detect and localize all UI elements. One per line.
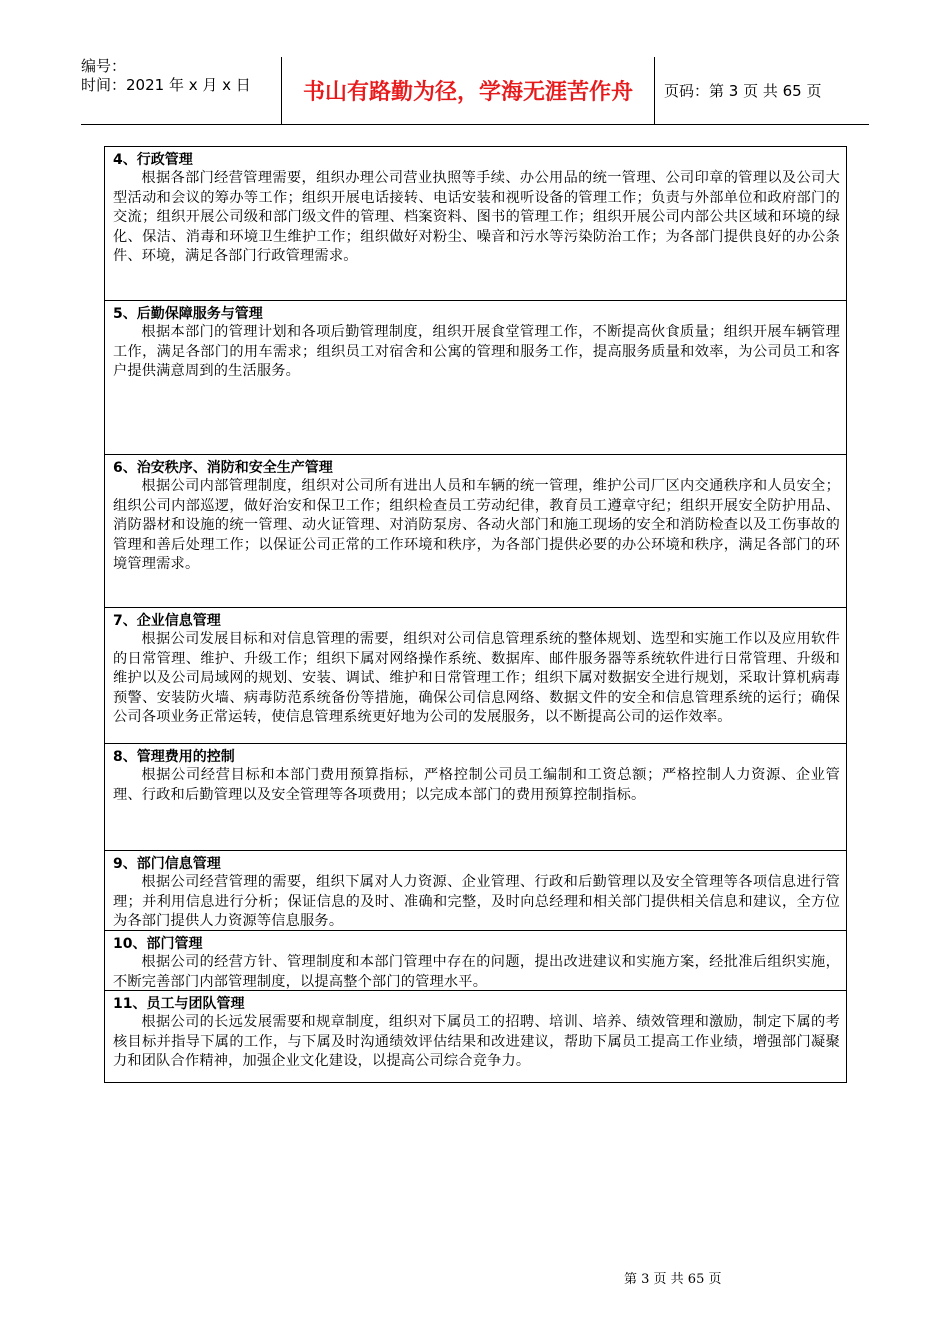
section-cost-control: [105, 744, 846, 851]
section-body: 根据公司的长远发展需要和规章制度，组织对下属员工的招聘、培训、培养、绩效管理和激励，制定下属的考核目标并指导下属的工作，与下属及时沟通绩效评估结果和改进建议，帮助下属员工提高工作业绩，增强部门凝聚力和团队合作精神，加强企业文化建设，以提高公司综合竞争力。: [113, 1014, 840, 1069]
section-department-management: [105, 931, 846, 991]
section-title: 7、企业信息管理: [113, 613, 221, 629]
header-divider: [654, 57, 655, 124]
section-body: 根据公司发展目标和对信息管理的需要，组织对公司信息管理系统的整体规划、选型和实施工作以及应用软件的日常管理、维护、升级工作；组织下属对网络操作系统、数据库、邮件服务器等系统软件进行日常管理、升级和维护以及公司局域网的规划、安装、调试、维护和日常管理工作；组织下属对数据安全进行规划，采取计算机病毒预警、安装防火墙、病毒防范系统备份等措施，确保公司信息网络、数据文件的安全和信息管理系统的运行；确保公司各项业务正常运转，使信息管理系统更好地为公司的发展服务，以不断提高公司的运作效率。: [113, 631, 840, 725]
section-title: 10、部门管理: [113, 936, 203, 952]
section-title: 8、管理费用的控制: [113, 749, 235, 765]
section-title: 4、行政管理: [113, 152, 193, 168]
page-header: [81, 57, 869, 125]
section-department-information: [105, 851, 846, 931]
header-info: [81, 57, 281, 124]
page-footer: 第 3 页 共 65 页: [624, 1272, 722, 1287]
section-body: 根据公司经营目标和本部门费用预算指标，严格控制公司员工编制和工资总额；严格控制人力资源、企业管理、行政和后勤管理以及安全管理等各项费用；以完成本部门的费用预算控制指标。: [113, 767, 840, 803]
section-staff-team-management: [105, 991, 846, 1083]
section-body: 根据公司的经营方针、管理制度和本部门管理中存在的问题，提出改进建议和实施方案，经批准后组织实施，不断完善部门内部管理制度，以提高整个部门的管理水平。: [113, 954, 840, 990]
section-admin-management: [105, 147, 846, 301]
section-title: 5、后勤保障服务与管理: [113, 306, 263, 322]
section-body: 根据公司经营管理的需要，组织下属对人力资源、企业管理、行政和后勤管理以及安全管理等各项信息进行管理；并利用信息进行分析；保证信息的及时、准确和完整，及时向总经理和相关部门提供相关信息和建议，全方位为各部门提供人力资源等信息服务。: [113, 874, 840, 929]
section-body: 根据本部门的管理计划和各项后勤管理制度，组织开展食堂管理工作，不断提高伙食质量；组织开展车辆管理工作，满足各部门的用车需求；组织员工对宿舍和公寓的管理和服务工作，提高服务质量和效率，为公司员工和客户提供满意周到的生活服务。: [113, 324, 840, 379]
header-motto: 书山有路勤为径，学海无涯苦作舟: [302, 79, 633, 105]
section-title: 6、治安秩序、消防和安全生产管理: [113, 460, 333, 476]
section-body: 根据各部门经营管理需要，组织办理公司营业执照等手续、办公用品的统一管理、公司印章的管理以及公司大型活动和会议的筹办等工作；组织开展电话接转、电话安装和视听设备的管理工作；负责与外部单位和政府部门的交流；组织开展公司级和部门级文件的管理、档案资料、图书的管理工作；组织开展公司内部公共区域和环境的绿化、保洁、消毒和环境卫生维护工作；组织做好对粉尘、噪音和污水等污染防治工作；为各部门提供良好的办公条件、环境，满足各部门行政管理需求。: [113, 170, 840, 264]
section-information-management: [105, 608, 846, 744]
section-security-safety: [105, 455, 846, 608]
section-title: 9、部门信息管理: [113, 856, 221, 872]
section-title: 11、员工与团队管理: [113, 996, 245, 1012]
section-logistics: [105, 301, 846, 455]
header-page-info: 页码：第 3 页 共 65 页: [664, 82, 822, 100]
document-number: 编号：: [81, 57, 127, 75]
section-body: 根据公司内部管理制度，组织对公司所有进出人员和车辆的统一管理，维护公司厂区内交通秩序和人员安全；组织公司内部巡逻，做好治安和保卫工作；组织检查员工劳动纪律，教育员工遵章守纪；组织开展安全防护用品、消防器材和设施的统一管理、动火证管理、对消防泵房、各动火部门和施工现场的安全和消防检查以及工伤事故的管理和善后处理工作；以保证公司正常的工作环境和秩序，为各部门提供必要的办公环境和秩序，满足各部门的环境管理需求。: [113, 478, 840, 572]
duties-table: [104, 146, 847, 1083]
document-date: 时间：2021 年 x 月 x 日: [81, 76, 251, 94]
